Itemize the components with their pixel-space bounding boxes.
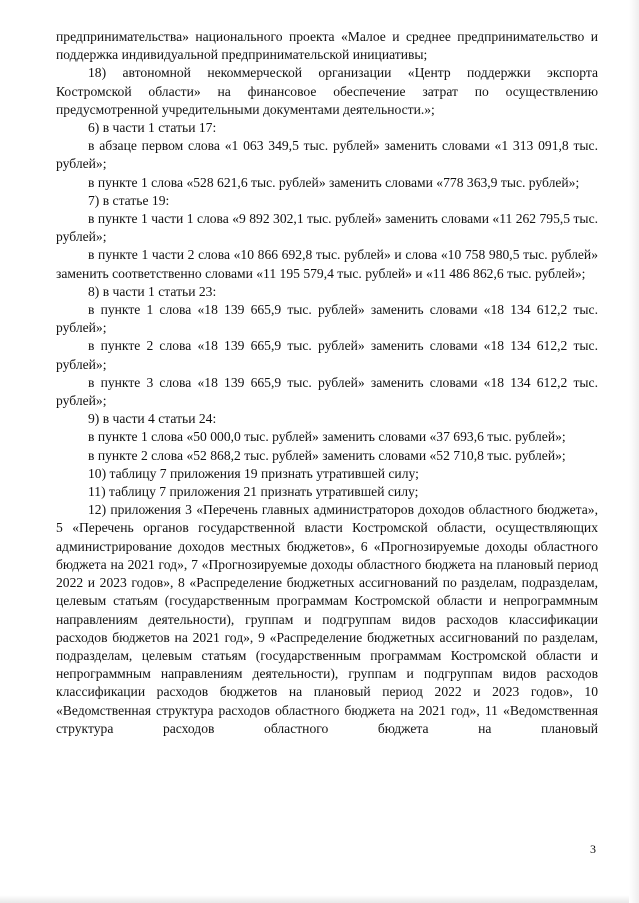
paragraph: 11) таблицу 7 приложения 21 признать утратившей силу;	[88, 484, 419, 500]
scan-edge-bottom	[0, 895, 639, 903]
page-number: 3	[590, 842, 596, 856]
paragraph: 8) в части 1 статьи 23:	[88, 283, 217, 299]
scan-edge-right	[629, 0, 639, 903]
paragraph: 18) автономной некоммерческой организации «Центр поддержки экспорта Костромской области» на финансовое обеспечение затрат по осуществлению предусмотренной учредительными документами деятельности.»;	[56, 65, 598, 117]
paragraph: в пункте 1 слова «50 000,0 тыс. рублей» заменить словами «37 693,6 тыс. рублей»;	[88, 429, 566, 445]
paragraph: предпринимательства» национального проекта «Малое и среднее предпринимательство и поддержка индивидуальной предпринимательской инициативы;	[56, 29, 598, 63]
paragraph: в пункте 2 слова «18 139 665,9 тыс. рублей» заменить словами «18 134 612,2 тыс. рублей»;	[56, 338, 598, 372]
paragraph: в абзаце первом слова «1 063 349,5 тыс. рублей» заменить словами «1 313 091,8 тыс. рублей»;	[56, 138, 598, 172]
paragraph: 9) в части 4 статьи 24:	[88, 411, 217, 427]
paragraph: 6) в части 1 статьи 17:	[88, 120, 217, 136]
paragraph: в пункте 1 слова «528 621,6 тыс. рублей» заменить словами «778 363,9 тыс. рублей»;	[88, 174, 580, 190]
paragraph: 12) приложения 3 «Перечень главных администраторов доходов областного бюджета», 5 «Перечень органов государственной власти Костромской области, осуществляющих администрирование доходов местных бюджетов», 6 «Прогнозируемые доходы областного бюджета на 2021 год», 7 «Прогнозируемые доходы областного бюджета на плановый период 2022 и 2023 годов», 8 «Распределение бюджетных ассигнований по разделам, подразделам, целевым статьям (государственным программам Костромской области и непрограммным направлениям деятельности), группам и подгруппам видов расходов классификации расходов бюджетов на 2021 год», 9 «Распределение бюджетных ассигнований по разделам, подразделам, целевым статьям (государственным программам Костромской области и непрограммным направлениям деятельности), группам и подгруппам видов расходов классификации расходов бюджетов на плановый период 2022 и 2023 годов», 10 «Ведомственная структура расходов областного бюджета на 2021 год», 11 «Ведомственная структура расходов областного бюджета на плановый	[56, 502, 598, 736]
paragraph: 10) таблицу 7 приложения 19 признать утратившей силу;	[88, 465, 419, 481]
paragraph: в пункте 2 слова «52 868,2 тыс. рублей» заменить словами «52 710,8 тыс. рублей»;	[88, 447, 566, 463]
paragraph: в пункте 1 части 2 слова «10 866 692,8 тыс. рублей» и слова «10 758 980,5 тыс. рублей» заменить соответственно словами «11 195 579,4 тыс. рублей» и «11 486 862,6 тыс. рублей»;	[56, 247, 598, 281]
paragraph: в пункте 1 слова «18 139 665,9 тыс. рублей» заменить словами «18 134 612,2 тыс. рублей»;	[56, 302, 598, 336]
document-body	[56, 28, 598, 738]
paragraph: в пункте 1 части 1 слова «9 892 302,1 тыс. рублей» заменить словами «11 262 795,5 тыс. рублей»;	[56, 211, 598, 245]
paragraph: в пункте 3 слова «18 139 665,9 тыс. рублей» заменить словами «18 134 612,2 тыс. рублей»;	[56, 374, 598, 409]
paragraph: 7) в статье 19:	[88, 192, 170, 208]
